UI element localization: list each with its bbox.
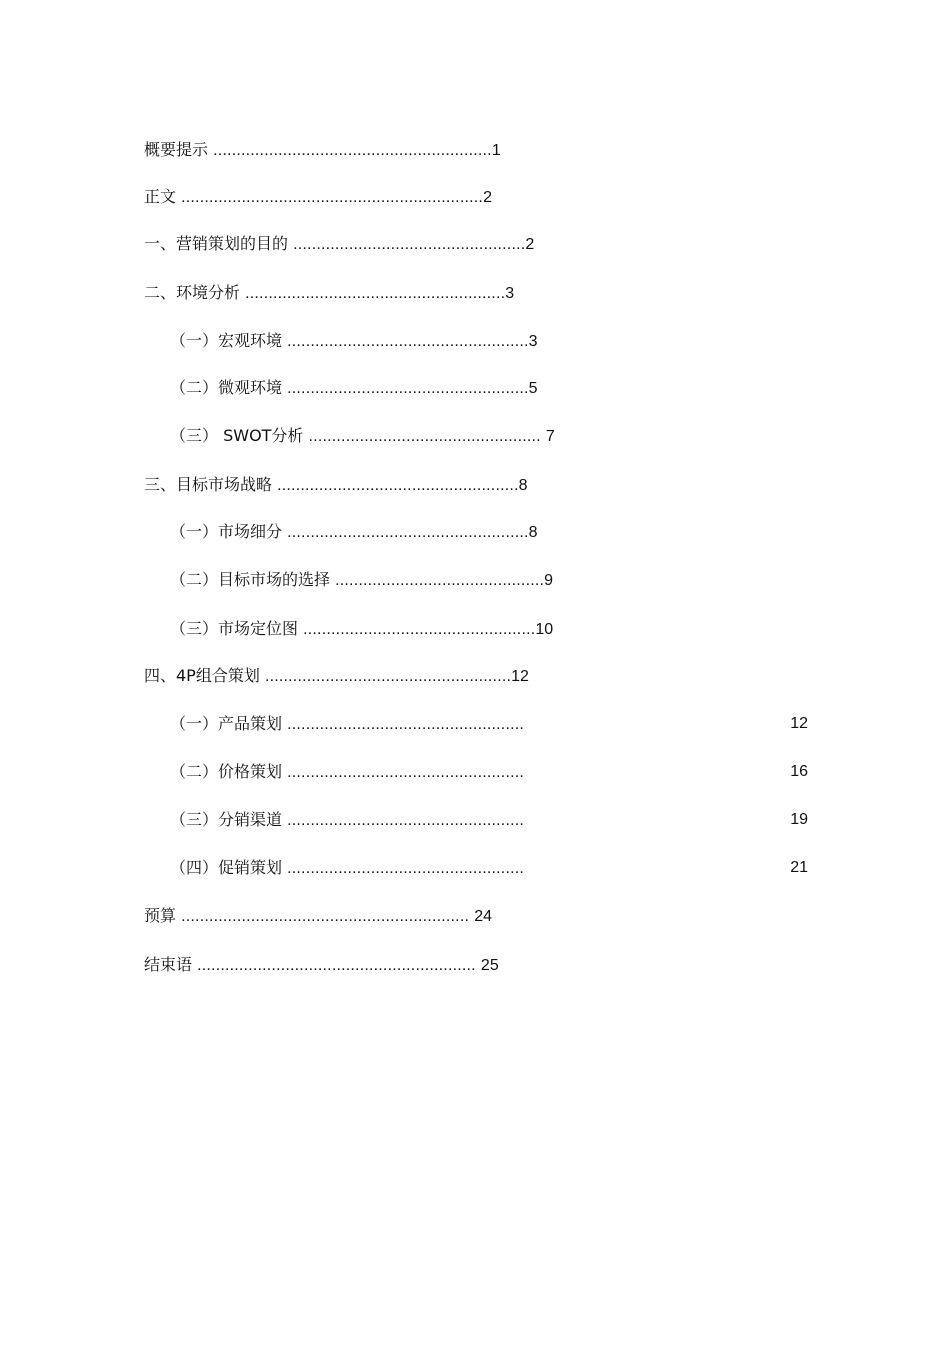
toc-leader-dots: ............................................. xyxy=(335,572,545,589)
toc-entry-label: 二、环境分析 xyxy=(144,283,241,302)
toc-leader-dots: ................................................... xyxy=(287,716,525,733)
toc-leader-dots: ................................................... xyxy=(287,812,525,829)
toc-page-number: 1 xyxy=(491,142,501,159)
toc-leader-dots: ................................................... xyxy=(287,764,525,781)
toc-entry-label: 预算 xyxy=(144,906,177,925)
toc-entry[interactable] xyxy=(170,760,524,784)
toc-page-number: 24 xyxy=(474,908,493,925)
toc-entry-label: （二）目标市场的选择 xyxy=(170,570,331,589)
toc-leader-dots: .................................................... xyxy=(287,333,529,350)
toc-entry-label: 结束语 xyxy=(144,955,193,974)
toc-page-number: 3 xyxy=(528,333,538,350)
toc-leader-dots: .................................................... xyxy=(277,477,519,494)
toc-leader-dots: .............................................................. xyxy=(181,908,470,925)
toc-page-number: 2 xyxy=(483,189,492,206)
toc-entry-label: 正文 xyxy=(144,187,177,206)
toc-entry[interactable] xyxy=(170,617,553,641)
toc-entry[interactable] xyxy=(170,520,538,544)
toc-leader-dots: .................................................... xyxy=(287,380,529,397)
toc-page-number: 7 xyxy=(545,428,555,445)
toc-leader-dots: ..................................................... xyxy=(264,668,512,685)
toc-entry[interactable] xyxy=(170,808,524,832)
toc-leader-dots: ................................................................. xyxy=(181,189,484,206)
toc-leader-dots: .................................................. xyxy=(308,428,541,445)
toc-page-number: 25 xyxy=(480,957,499,974)
toc-entry-label: 三、目标市场战略 xyxy=(144,475,273,494)
toc-entry-label: 概要提示 xyxy=(144,140,209,159)
toc-page-number: 3 xyxy=(505,285,515,302)
toc-entry[interactable] xyxy=(144,185,492,209)
toc-page-number: 19 xyxy=(790,811,808,828)
toc-leader-dots: ................................................... xyxy=(287,860,525,877)
toc-entry[interactable] xyxy=(170,856,524,880)
toc-entry[interactable] xyxy=(170,376,538,400)
toc-leader-dots: ............................................................ xyxy=(197,957,476,974)
toc-entry-label: （一）产品策划 xyxy=(170,714,283,733)
toc-entry-label: （一）市场细分 xyxy=(170,522,283,541)
toc-entry-label: （三） SWOT分析 xyxy=(170,426,304,445)
toc-entry[interactable] xyxy=(144,138,501,162)
toc-leader-dots: .................................................. xyxy=(293,236,526,253)
toc-page-number: 16 xyxy=(790,763,808,780)
toc-page-number: 10 xyxy=(535,621,554,638)
toc-entry[interactable] xyxy=(144,232,534,256)
toc-leader-dots: .................................................... xyxy=(287,524,529,541)
toc-entry-label: （四）促销策划 xyxy=(170,858,283,877)
toc-entry[interactable] xyxy=(170,568,553,592)
toc-entry[interactable] xyxy=(144,281,514,305)
toc-entry-label: （二）微观环境 xyxy=(170,378,283,397)
toc-page-number: 12 xyxy=(790,715,808,732)
toc-page-number: 8 xyxy=(518,477,528,494)
toc-entry[interactable] xyxy=(144,904,492,928)
toc-leader-dots: .................................................. xyxy=(303,621,536,638)
toc-entry[interactable] xyxy=(170,424,555,448)
toc-entry-label: （二）价格策划 xyxy=(170,762,283,781)
toc-entry-label: 一、营销策划的目的 xyxy=(144,234,289,253)
toc-page-number: 21 xyxy=(790,859,808,876)
toc-entry[interactable] xyxy=(144,473,528,497)
toc-entry[interactable] xyxy=(170,712,524,736)
toc-leader-dots: ............................................................ xyxy=(213,142,492,159)
toc-entry[interactable] xyxy=(170,329,538,353)
toc-entry-label: 四、4P组合策划 xyxy=(144,666,260,685)
toc-page-number: 9 xyxy=(544,572,554,589)
toc-page-number: 8 xyxy=(528,524,538,541)
toc-leader-dots: ........................................................ xyxy=(245,285,506,302)
toc-entry-label: （三）市场定位图 xyxy=(170,619,299,638)
toc-page-number: 2 xyxy=(525,236,535,253)
toc-page-number: 12 xyxy=(511,668,529,685)
toc-entry-label: （三）分销渠道 xyxy=(170,810,283,829)
toc-entry[interactable] xyxy=(144,953,499,977)
toc-entry-label: （一）宏观环境 xyxy=(170,331,283,350)
toc-entry[interactable] xyxy=(144,664,529,688)
toc-page-number: 5 xyxy=(528,380,538,397)
